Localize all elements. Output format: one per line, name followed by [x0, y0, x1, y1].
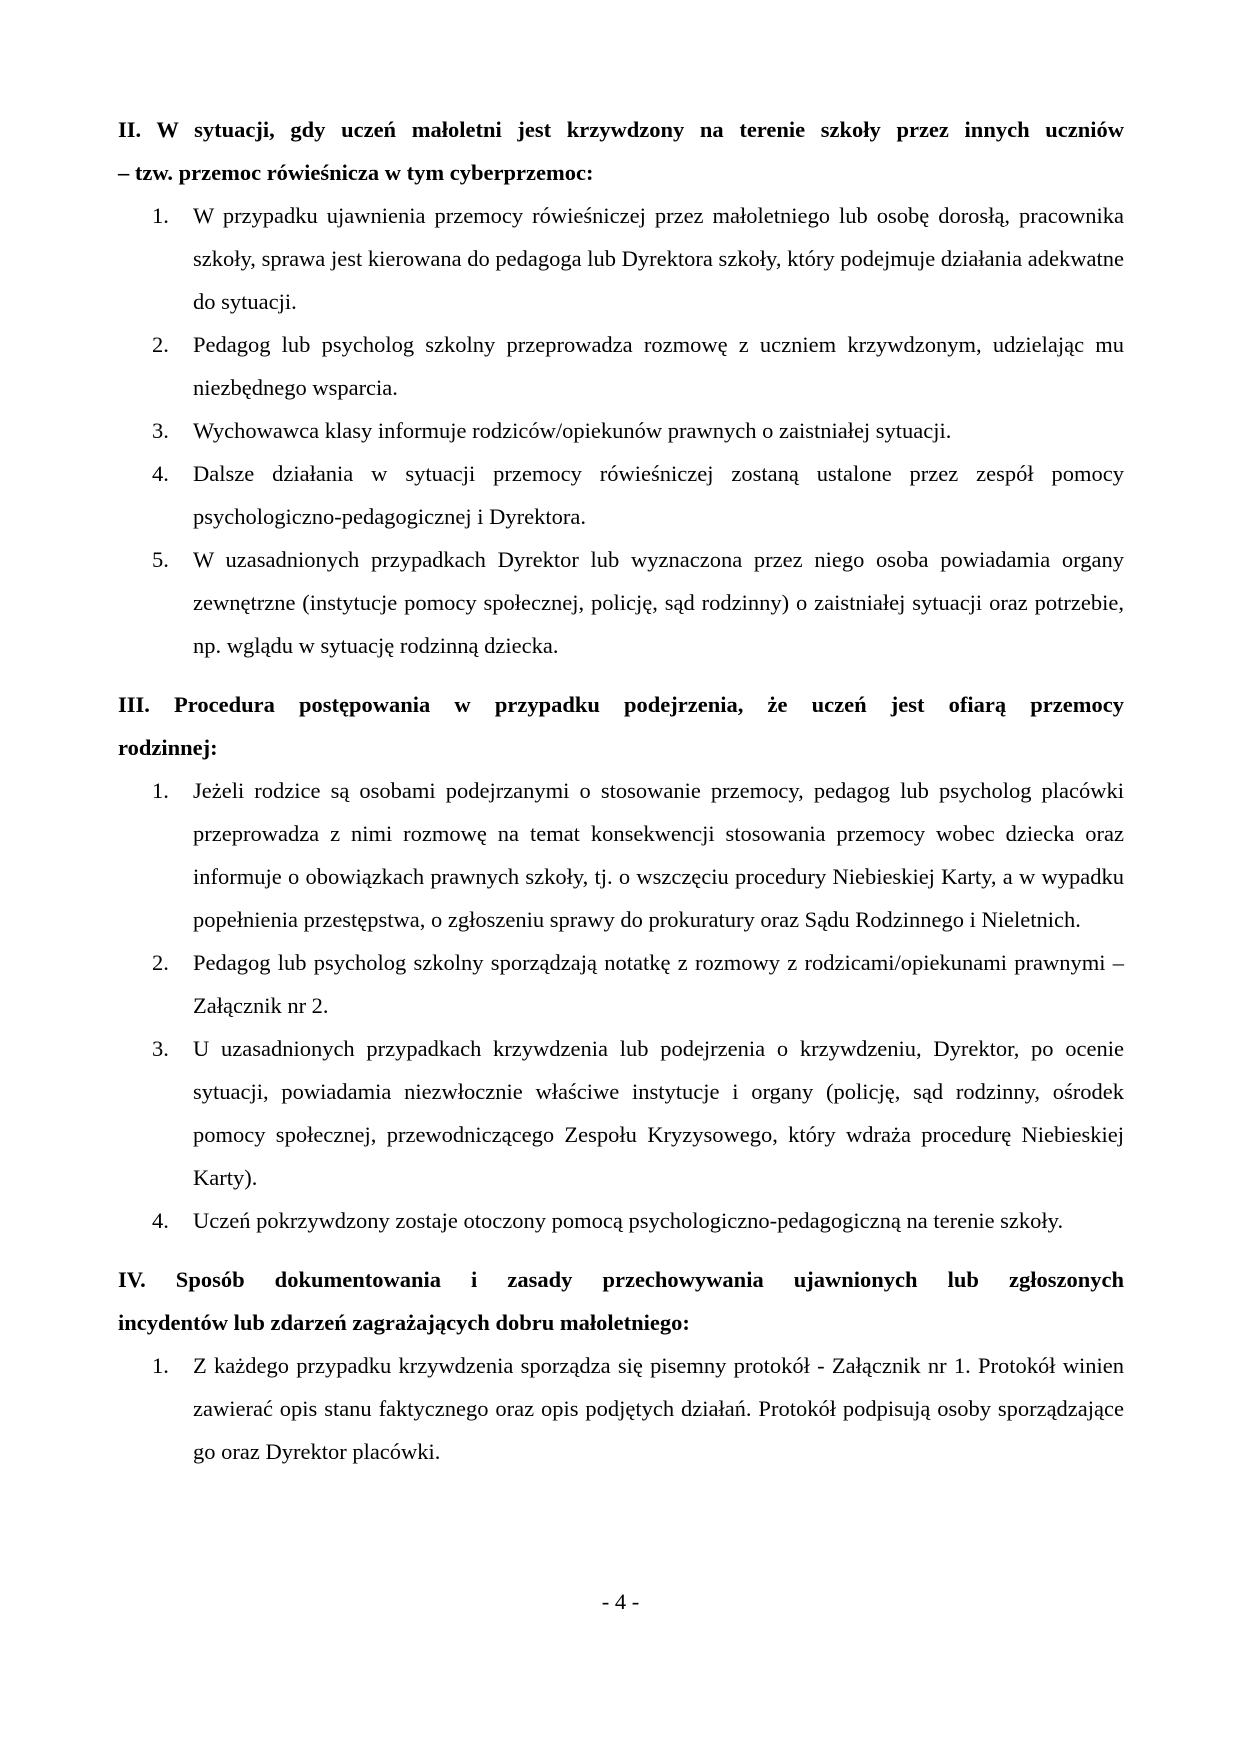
item-text: Wychowawca klasy informuje rodziców/opiekunów prawnych o zaistniałej sytuacji. — [193, 418, 952, 443]
list-item — [118, 452, 1124, 538]
heading-line: incydentów lub zdarzeń zagrażających dobru małoletniego: — [118, 1310, 690, 1335]
numbered-list — [118, 194, 1124, 667]
item-number: 4. — [152, 461, 169, 486]
item-text: W przypadku ujawnienia przemocy rówieśniczej przez małoletniego lub osobę dorosłą, pracownika szkoły, sprawa jest kierowana do pedagoga lub Dyrektora szkoły, który podejmuje działania adekwatne do sytuacji. — [193, 203, 1124, 314]
list-item — [118, 941, 1124, 1027]
item-number: 1. — [152, 203, 169, 228]
list-item — [118, 538, 1124, 667]
section-heading — [118, 683, 1124, 769]
list-item — [118, 1199, 1124, 1242]
item-number: 2. — [152, 950, 169, 975]
item-text: Z każdego przypadku krzywdzenia sporządza się pisemny protokół - Załącznik nr 1. Protokół winien zawierać opis stanu faktycznego oraz opis podjętych działań. Protokół podpisują osoby sporządzające go oraz Dyrektor placówki. — [193, 1353, 1124, 1464]
item-text: U uzasadnionych przypadkach krzywdzenia lub podejrzenia o krzywdzeniu, Dyrektor, po ocenie sytuacji, powiadamia niezwłocznie właściwe instytucje i organy (policję, sąd rodzinny, ośrodek pomocy społecznej, przewodniczącego Zespołu Kryzysowego, który wdraża procedurę Niebieskiej Karty). — [193, 1036, 1124, 1190]
item-number: 1. — [152, 1353, 169, 1378]
document-content — [118, 108, 1124, 1489]
page-number: - 4 - — [601, 1589, 640, 1614]
list-item — [118, 1344, 1124, 1473]
item-text: Pedagog lub psycholog szkolny przeprowadza rozmowę z uczniem krzywdzonym, udzielając mu niezbędnego wsparcia. — [193, 332, 1124, 400]
item-number: 5. — [152, 547, 169, 572]
list-item — [118, 409, 1124, 452]
section-documentation — [118, 1258, 1124, 1473]
heading-line: III. Procedura postępowania w przypadku podejrzenia, że uczeń jest ofiarą przemocy — [118, 692, 1124, 717]
item-number: 3. — [152, 1036, 169, 1061]
numbered-list — [118, 1344, 1124, 1473]
section-peer-violence — [118, 108, 1124, 667]
item-number: 4. — [152, 1208, 169, 1233]
heading-line: IV. Sposób dokumentowania i zasady przechowywania ujawnionych lub zgłoszonych — [118, 1267, 1124, 1292]
heading-line: rodzinnej: — [118, 735, 218, 760]
item-number: 3. — [152, 418, 169, 443]
item-text: Pedagog lub psycholog szkolny sporządzają notatkę z rozmowy z rodzicami/opiekunami prawnymi – Załącznik nr 2. — [193, 950, 1124, 1018]
section-domestic-violence — [118, 683, 1124, 1242]
numbered-list — [118, 769, 1124, 1242]
heading-line: II. W sytuacji, gdy uczeń małoletni jest krzywdzony na terenie szkoły przez innych uczniów — [118, 117, 1124, 142]
item-text: W uzasadnionych przypadkach Dyrektor lub wyznaczona przez niego osoba powiadamia organy zewnętrzne (instytucje pomocy społecznej, policję, sąd rodzinny) o zaistniałej sytuacji oraz potrzebie, np. wglądu w sytuację rodzinną dziecka. — [193, 547, 1124, 658]
section-heading — [118, 1258, 1124, 1344]
item-number: 1. — [152, 778, 169, 803]
item-text: Dalsze działania w sytuacji przemocy rówieśniczej zostaną ustalone przez zespół pomocy psychologiczno-pedagogicznej i Dyrektora. — [193, 461, 1124, 529]
item-text: Uczeń pokrzywdzony zostaje otoczony pomocą psychologiczno-pedagogiczną na terenie szkoły. — [193, 1208, 1064, 1233]
item-text: Jeżeli rodzice są osobami podejrzanymi o stosowanie przemocy, pedagog lub psycholog placówki przeprowadza z nimi rozmowę na temat konsekwencji stosowania przemocy wobec dziecka oraz informuje o obowiązkach prawnych szkoły, tj. o wszczęciu procedury Niebieskiej Karty, a w wypadku popełnienia przestępstwa, o zgłoszeniu sprawy do prokuratury oraz Sądu Rodzinnego i Nieletnich. — [193, 778, 1124, 932]
list-item — [118, 769, 1124, 941]
heading-line: – tzw. przemoc rówieśnicza w tym cyberprzemoc: — [118, 160, 594, 185]
list-item — [118, 1027, 1124, 1199]
item-number: 2. — [152, 332, 169, 357]
list-item — [118, 323, 1124, 409]
list-item — [118, 194, 1124, 323]
section-heading — [118, 108, 1124, 194]
